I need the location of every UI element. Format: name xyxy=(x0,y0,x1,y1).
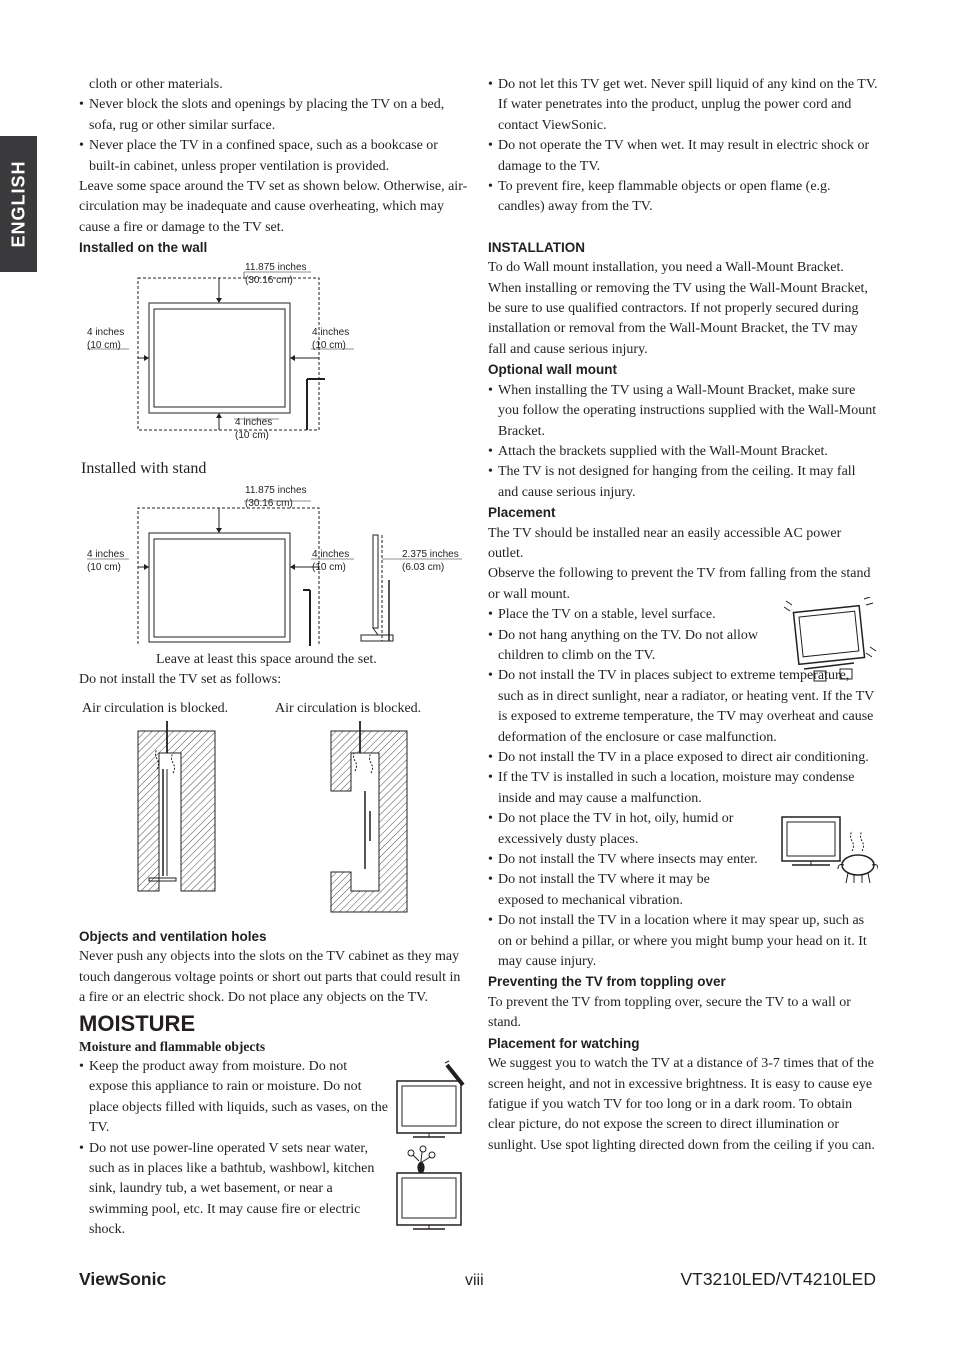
wall-bottom-label xyxy=(235,416,272,442)
moisture-heading: MOISTURE xyxy=(79,1010,196,1036)
wall-left-cm: (10 cm) xyxy=(87,339,121,351)
language-tab-label: ENGLISH xyxy=(8,160,28,248)
list-item: • Do not hang anything on the TV. Do not allow children to climb on the TV. xyxy=(488,626,783,667)
do-not-install-text: Do not install the TV set as follows: xyxy=(79,672,282,688)
placement-section-a xyxy=(488,605,878,809)
wall-top-cm: (30.16 cm) xyxy=(245,274,293,286)
footer-brand: ViewSonic xyxy=(79,1269,167,1289)
list-item: • Do not install the TV where insects may enter. xyxy=(488,850,763,870)
wall-top-inches: 11.875 inches xyxy=(245,261,307,273)
wall-right-label xyxy=(312,326,349,352)
stand-side-label xyxy=(402,548,459,574)
footer-page-number: viii xyxy=(465,1272,484,1289)
stand-top-label xyxy=(245,484,307,510)
wall-bottom-cm: (10 cm) xyxy=(235,429,269,441)
moisture-section xyxy=(79,1057,469,1241)
wall-top-label xyxy=(245,261,307,287)
stand-right-cm: (10 cm) xyxy=(312,562,346,574)
list-item: • Do not place the TV in hot, oily, humid or excessively dusty places. xyxy=(488,809,763,850)
footer-model: VT3210LED/VT4210LED xyxy=(680,1269,876,1289)
placement-paragraph-2: Observe the following to prevent the TV from falling from the stand or wall mount. xyxy=(488,566,871,602)
wall-diagram-drawing xyxy=(79,259,469,459)
left-column xyxy=(79,75,469,1241)
stand-top-cm: (30.16 cm) xyxy=(245,498,293,510)
wall-clearance-diagram xyxy=(79,259,469,459)
stand-right-inches: 4 inches xyxy=(312,549,350,561)
wall-left-label xyxy=(87,326,124,352)
list-item: • Do not let this TV get wet. Never spill liquid of any kind on the TV. If water penetrates into the product, unplug the power cord and contact ViewSonic. xyxy=(488,75,878,136)
stand-right-label xyxy=(312,548,349,574)
list-item: • Keep the product away from moisture. Do not expose this appliance to rain or moisture. Do not place objects filled with liquids, such as vases, on the TV. xyxy=(79,1057,389,1139)
optional-mount-heading: Optional wall mount xyxy=(488,362,617,378)
air-blocked-caption-1: Air circulation is blocked. xyxy=(82,700,229,716)
placement-paragraph-1: The TV should be installed near an easily accessible AC power outlet. xyxy=(488,525,842,561)
language-tab xyxy=(0,136,37,272)
right-column xyxy=(488,75,878,1156)
toppling-heading: Preventing the TV from toppling over xyxy=(488,974,726,990)
list-item: • To prevent fire, keep flammable objects or open flame (e.g. candles) away from the TV. xyxy=(488,177,878,218)
stand-left-inches: 4 inches xyxy=(87,549,125,561)
list-item: • The TV is not designed for hanging from the ceiling. It may fall and cause serious injury. xyxy=(488,462,878,503)
blocked-air-drawing xyxy=(79,691,469,927)
stand-side-inches: 2.375 inches xyxy=(402,549,459,561)
installation-paragraph: To do Wall mount installation, you need a Wall-Mount Bracket. When installing or removing the TV using the Wall-Mount Bracket, be sure to use qualified contractors. If not properly secured during installation or removal from the Wall-Mount Bracket, the TV may fall and cause serious injury. xyxy=(488,260,868,357)
watching-heading: Placement for watching xyxy=(488,1035,640,1051)
blocked-air-diagrams xyxy=(79,691,469,927)
wet-bullets xyxy=(488,75,878,218)
objects-heading: Objects and ventilation holes xyxy=(79,928,267,944)
wall-right-inches: 4 inches xyxy=(312,326,350,338)
list-item: • Do not operate the TV when wet. It may result in electric shock or damage to the TV. xyxy=(488,136,878,177)
intro-text: cloth or other materials. xyxy=(89,77,223,92)
moisture-illustrations xyxy=(393,1057,469,1237)
air-blocked-caption-2: Air circulation is blocked. xyxy=(275,700,422,716)
stand-heading: Installed with stand xyxy=(81,459,207,477)
stand-top-inches: 11.875 inches xyxy=(245,485,307,497)
steam-tv-illustration xyxy=(778,813,878,891)
installation-heading: INSTALLATION xyxy=(488,239,585,255)
list-item xyxy=(488,666,878,748)
placement-heading: Placement xyxy=(488,505,556,521)
moisture-subheading: Moisture and flammable objects xyxy=(79,1038,266,1054)
list-item: • Never block the slots and openings by placing the TV on a bed, sofa, rug or other similar surface. xyxy=(79,95,469,136)
wall-right-cm: (10 cm) xyxy=(312,339,346,351)
space-paragraph: Leave some space around the TV set as shown below. Otherwise, air-circulation may be inadequate and cause overheating, which may cause a fire or damage to the TV set. xyxy=(79,179,468,235)
wall-heading: Installed on the wall xyxy=(79,240,208,256)
placement-section-b xyxy=(488,809,878,972)
wall-left-inches: 4 inches xyxy=(87,326,125,338)
stand-clearance-diagram xyxy=(79,479,469,650)
stand-left-label xyxy=(87,548,124,574)
list-item: • Attach the brackets supplied with the Wall-Mount Bracket. xyxy=(488,442,878,462)
optional-mount-bullets xyxy=(488,381,878,503)
stand-left-cm: (10 cm) xyxy=(87,562,121,574)
watching-paragraph: We suggest you to watch the TV at a distance of 3-7 times that of the screen height, and not in excessive brightness. It is easy to cause eye fatigue if you watch TV for too long or in a dark room. To obtain clear picture, do not expose the screen to direct illumination or sunlight. Use spot lighting directed down from the ceiling if you can. xyxy=(488,1056,875,1153)
list-item: • Place the TV on a stable, level surface. xyxy=(488,605,738,625)
list-item: • Do not install the TV where it may be exposed to mechanical vibration. xyxy=(488,870,743,911)
stand-side-cm: (6.03 cm) xyxy=(402,562,445,574)
moisture-bullets xyxy=(79,1057,389,1241)
list-item: • Do not install the TV in a place exposed to direct air conditioning. xyxy=(488,748,878,768)
wall-bottom-inches: 4 inches xyxy=(235,416,273,428)
list-item: • When installing the TV using a Wall-Mount Bracket, make sure you follow the operating instructions supplied with the Wall-Mount Bracket. xyxy=(488,381,878,442)
list-item: • If the TV is installed in such a location, moisture may condense inside and may cause a malfunction. xyxy=(488,768,878,809)
toppling-paragraph: To prevent the TV from toppling over, secure the TV to a wall or stand. xyxy=(488,994,851,1031)
extreme-temp-text: • Do not install the TV in places subject to extreme temperature, such as in direct sunlight, near a radiator, or heating vent. If the TV is exposed to extreme temperature, the TV may overheat and cause deformation of the enclosure or case malfunction. xyxy=(498,668,875,745)
leave-space-caption: Leave at least this space around the set. xyxy=(156,652,377,668)
list-item: • Do not use power-line operated V sets near water, such as in places like a bathtub, washbowl, kitchen sink, laundry tub, a wet basement, or near a swimming pool, etc. It may cause fire or electric shock. xyxy=(79,1139,389,1241)
list-item: • Do not install the TV in a location where it may spear up, such as on or behind a pillar, or where you might bump your head on it. It may cause injury. xyxy=(488,911,878,972)
ventilation-bullets xyxy=(79,95,469,177)
list-item: • Never place the TV in a confined space, such as a bookcase or built-in cabinet, unless proper ventilation is provided. xyxy=(79,136,469,177)
objects-paragraph: Never push any objects into the slots on the TV cabinet as they may touch dangerous voltage points or short out parts that could result in a fire or an electric shock. Do not place any objects on the TV. xyxy=(79,949,461,1006)
